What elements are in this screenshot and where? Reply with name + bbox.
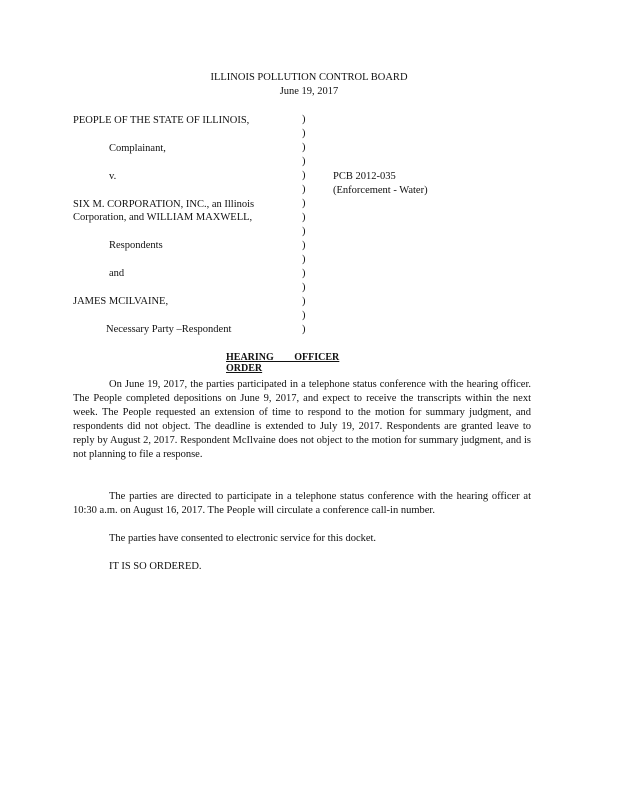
paragraph-2: The parties are directed to participate in a telephone status conference with the hearing officer at 10:30 a.m. on August 16, 2017. The People will circulate a conference call-in number. [73,491,531,516]
paragraph-1: On June 19, 2017, the parties participated in a telephone status conference with the hearing officer. The People completed depositions on June 9, 2017, and expect to receive the transcripts within the next week. The People requested an extension of time to respond to the motion for summary judgment, and respondents did not object. The deadline is extended to July 19, 2017. Respondents are granted leave to reply by August 2, 2017. Respondent McIlvaine does not object to the motion for summary judgment, and is not planning to file a response. [73,379,531,460]
versus-label: v. [109,171,117,182]
caption-brace: ) ) ) ) ) ) ) ) ) ) ) ) ) ) ) ) [302,114,306,335]
order-date: June 19, 2017 [279,86,339,97]
board-name: ILLINOIS POLLUTION CONTROL BOARD [210,72,408,83]
party-name: JAMES MCILVAINE, [73,296,169,307]
plaintiff-name: PEOPLE OF THE STATE OF ILLINOIS, [73,115,250,126]
defendant-line-2: Corporation, and WILLIAM MAXWELL, [73,212,253,223]
paragraph-3: The parties have consented to electronic service for this docket. [109,533,377,544]
defendant-line-1: SIX M. CORPORATION, INC., an Illinois [73,199,255,210]
and-label: and [109,268,125,279]
party-role: Necessary Party –Respondent [106,324,232,335]
case-number: PCB 2012-035 [333,171,396,182]
respondents-label: Respondents [109,240,163,251]
order-title: HEARING OFFICER ORDER [226,352,340,374]
case-type: (Enforcement - Water) [333,185,428,196]
complainant-label: Complainant, [109,143,166,154]
paragraph-4: IT IS SO ORDERED. [109,561,202,572]
